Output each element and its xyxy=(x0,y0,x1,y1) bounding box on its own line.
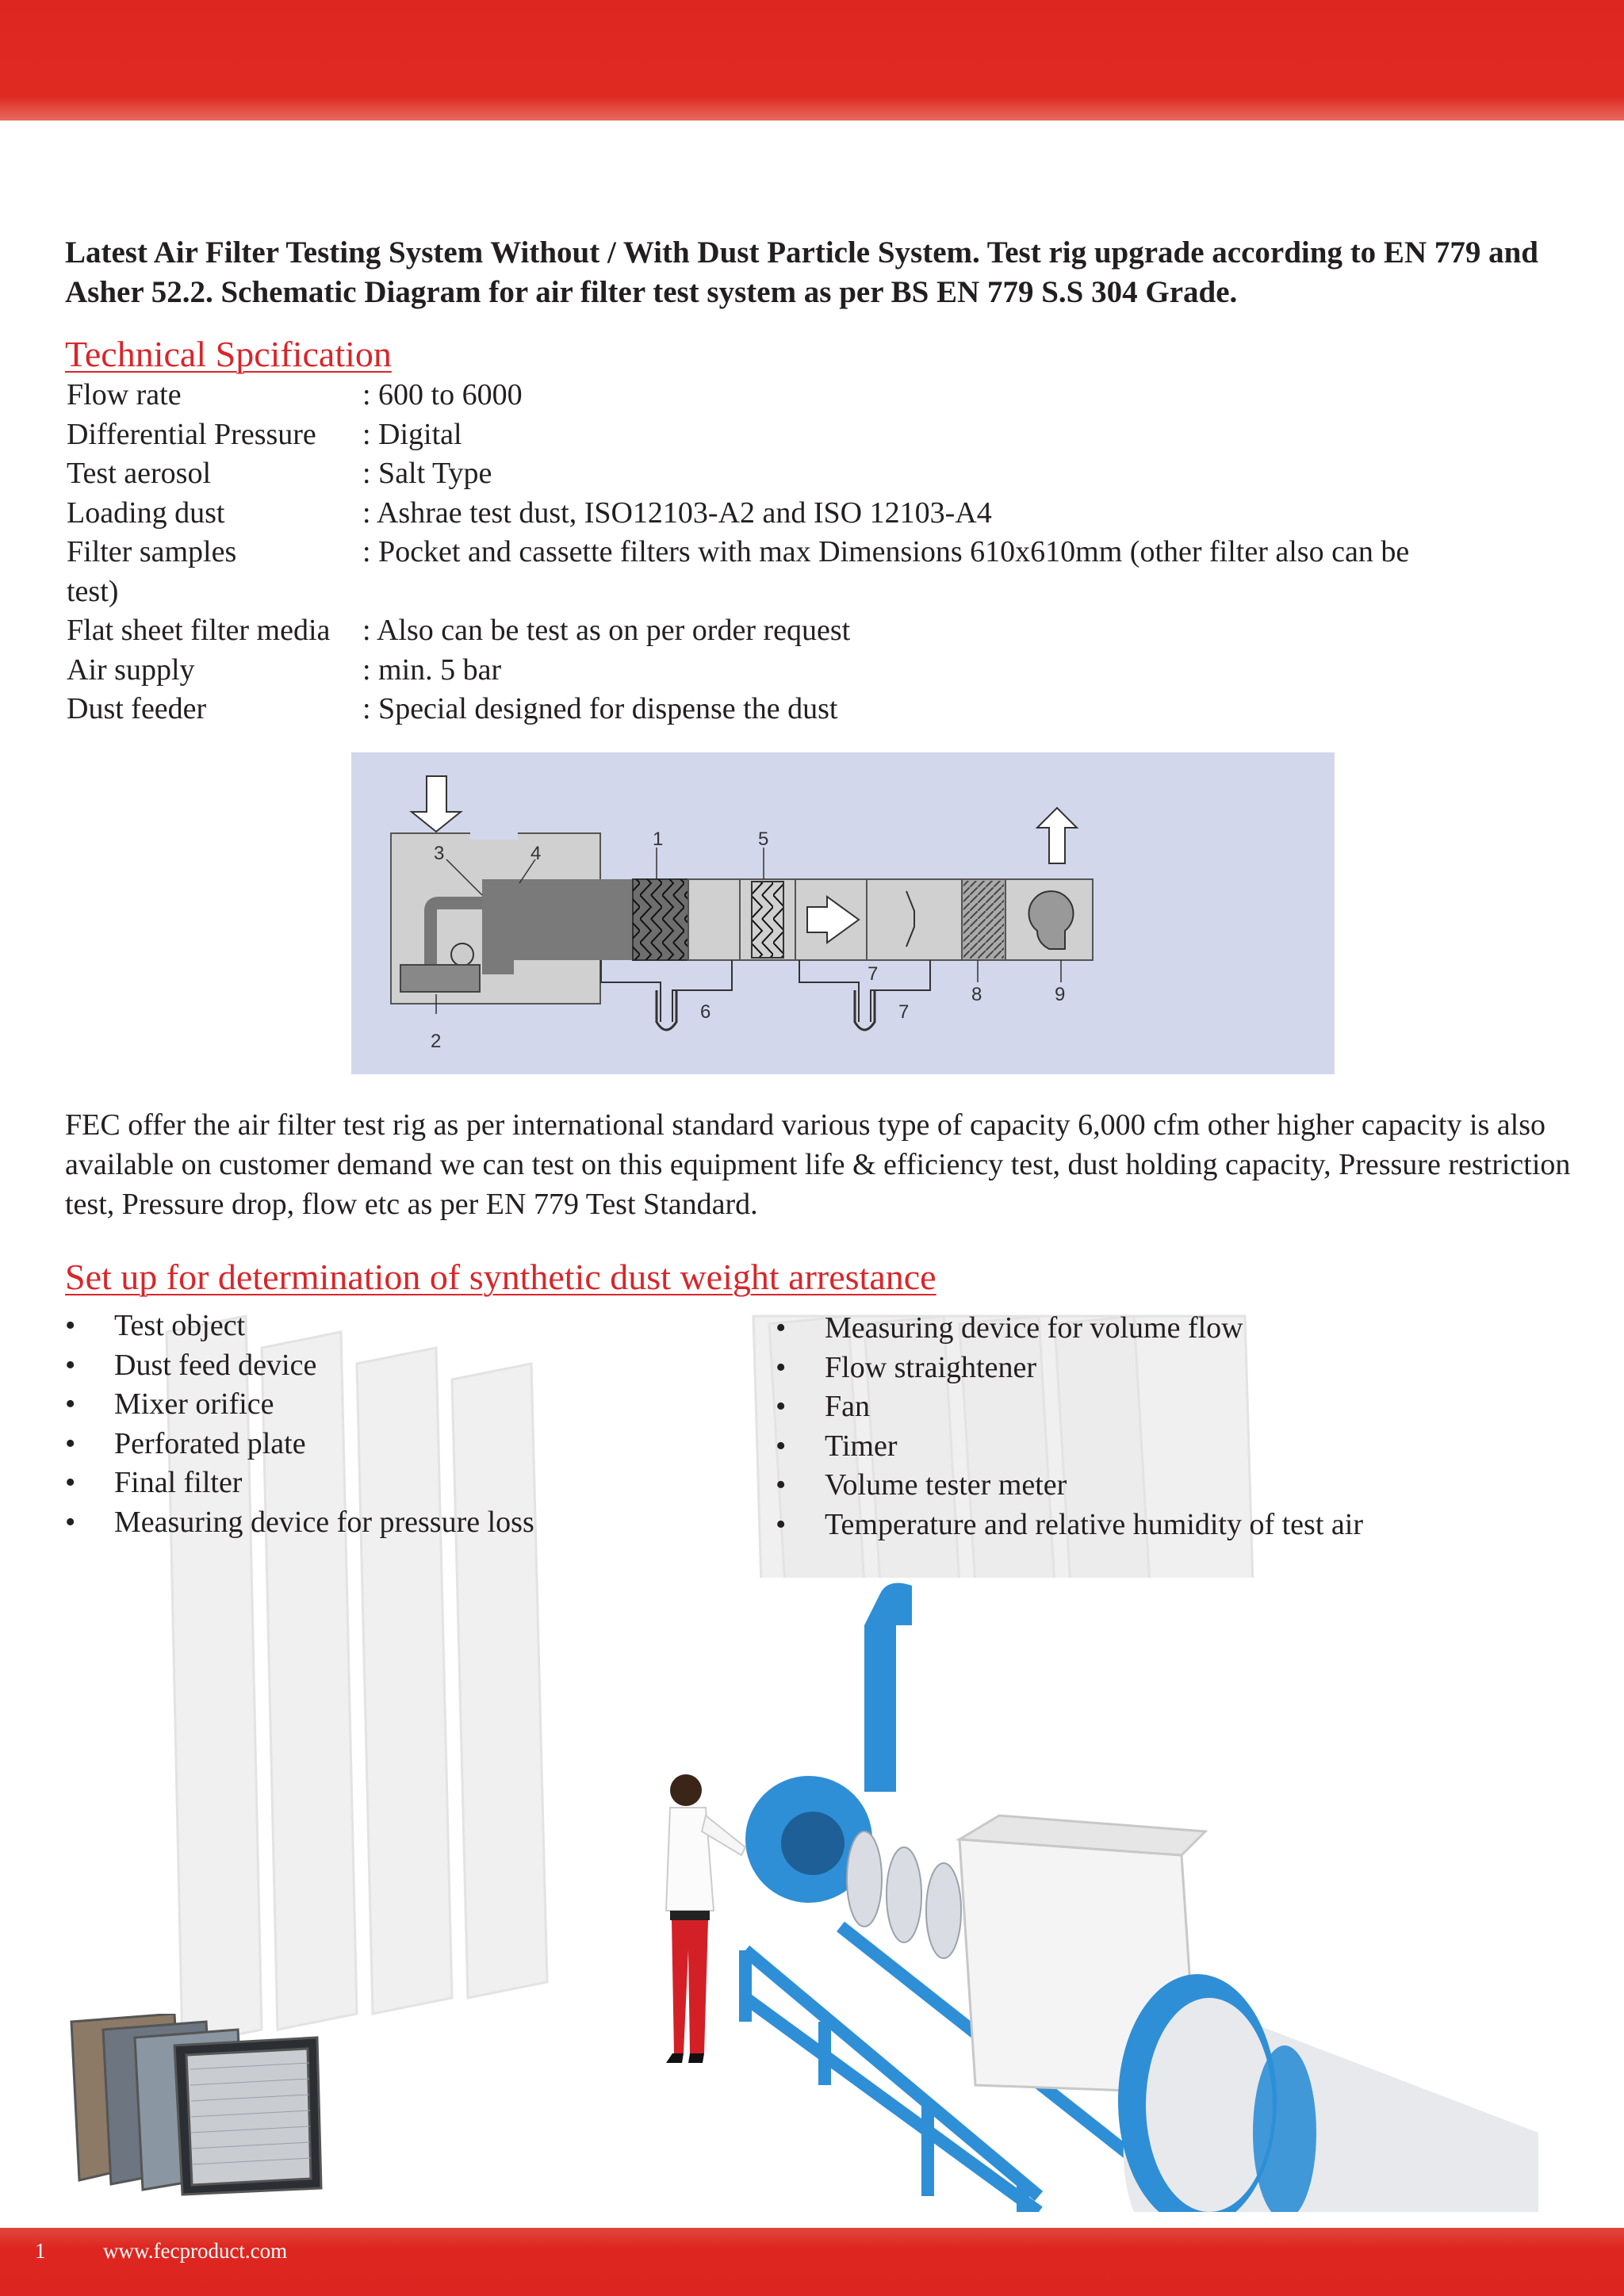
diagram-label-1: 1 xyxy=(653,828,664,850)
list-item xyxy=(65,1503,763,1543)
list-item-text: Test object xyxy=(114,1309,246,1342)
spec-value: : Ashrae test dust, ISO12103-A2 and ISO 12103-A4 xyxy=(362,496,992,530)
bullet: • xyxy=(776,1507,787,1541)
spec-label: Loading dust xyxy=(67,496,225,530)
spec-value-continued: test) xyxy=(67,574,119,608)
list-item xyxy=(65,1385,763,1425)
list-item-text: Volume tester meter xyxy=(825,1468,1067,1502)
list-item xyxy=(65,1346,763,1386)
list-item-text: Fan xyxy=(825,1390,870,1423)
diagram-label-7b: 7 xyxy=(898,1001,910,1023)
list-item-text: Measuring device for pressure loss xyxy=(114,1505,534,1539)
list-item-text: Measuring device for volume flow xyxy=(825,1311,1243,1345)
spec-row-loading-dust xyxy=(67,494,1573,534)
spec-value: : min. 5 bar xyxy=(362,652,502,687)
diagram-label-9: 9 xyxy=(1055,984,1066,1005)
diagram-label-5: 5 xyxy=(758,828,769,850)
diagram-label-6: 6 xyxy=(700,1001,711,1023)
bullet: • xyxy=(65,1387,76,1421)
spec-label: Flow rate xyxy=(67,378,182,411)
diagram-label-4: 4 xyxy=(530,843,542,864)
bullet: • xyxy=(776,1350,787,1384)
list-item xyxy=(776,1349,1568,1388)
page-headline: Latest Air Filter Testing System Without / With Dust Particle System. Test rig upgrade according to EN 779 and Asher 52.2. Schematic Diagram for air filter test system as per BS EN 779 S.S 304 Grade. xyxy=(65,235,1538,309)
list-item xyxy=(65,1307,763,1346)
spec-row-filter-samples xyxy=(67,533,1573,572)
setup-list-left xyxy=(65,1307,763,1542)
list-item xyxy=(776,1506,1568,1545)
list-item xyxy=(776,1466,1568,1506)
list-item xyxy=(776,1427,1568,1467)
spec-table xyxy=(67,376,1573,729)
spec-row-differential-pressure xyxy=(67,415,1573,455)
hepa-filter-image xyxy=(63,2014,333,2196)
spec-label: Differential Pressure xyxy=(67,417,316,451)
bullet: • xyxy=(65,1466,76,1499)
spec-value: : Salt Type xyxy=(362,457,492,490)
spec-row-dust-feeder xyxy=(67,690,1573,729)
setup-title: Set up for determination of synthetic dust weight arrestance xyxy=(65,1257,936,1297)
spec-row-filter-samples-continued xyxy=(67,572,1573,612)
spec-value: : Special designed for dispense the dust xyxy=(362,692,838,725)
bullet: • xyxy=(776,1390,787,1423)
diagram-label-2: 2 xyxy=(431,1031,442,1052)
bullet: • xyxy=(776,1311,787,1345)
header-band xyxy=(0,0,1624,121)
spec-row-flow-rate xyxy=(67,376,1573,415)
list-item xyxy=(776,1387,1568,1427)
description-paragraph: FEC offer the air filter test rig as per international standard various type of capacity 6,000 cfm other higher capacity is also available on customer demand we can test on this equipment life & efficiency test, dust holding capacity, Pressure restriction test, Pressure drop, flow etc as per EN 779 Test Standard. xyxy=(65,1108,1571,1221)
list-item xyxy=(776,1309,1568,1349)
schematic-diagram xyxy=(351,752,1335,1074)
footer-website-link[interactable]: www.fecproduct.com xyxy=(103,2239,288,2263)
list-item xyxy=(65,1464,763,1503)
bullet: • xyxy=(776,1429,787,1463)
list-item-text: Mixer orifice xyxy=(114,1387,274,1421)
diagram-label-3: 3 xyxy=(434,843,445,864)
bullet: • xyxy=(65,1348,76,1382)
bullet: • xyxy=(65,1426,76,1460)
spec-label: Flat sheet filter media xyxy=(67,614,331,647)
technical-specification-title: Technical Spcification xyxy=(65,334,392,374)
spec-value: : Pocket and cassette filters with max Dimensions 610x610mm (other filter also can be xyxy=(362,535,1410,568)
spec-label: Test aerosol xyxy=(67,457,212,490)
page-number: 1 xyxy=(35,2239,46,2263)
diagram-label-7a: 7 xyxy=(868,963,879,985)
spec-row-flat-sheet xyxy=(67,611,1573,651)
bullet: • xyxy=(65,1309,76,1342)
spec-label: Dust feeder xyxy=(67,692,207,725)
spec-value: : Also can be test as on per order request xyxy=(362,614,851,647)
list-item-text: Timer xyxy=(825,1429,898,1463)
list-item-text: Temperature and relative humidity of test air xyxy=(825,1507,1363,1541)
spec-row-test-aerosol xyxy=(67,454,1573,494)
bullet: • xyxy=(776,1468,787,1502)
spec-value: : Digital xyxy=(362,417,462,451)
list-item-text: Dust feed device xyxy=(114,1348,317,1382)
diagram-label-8: 8 xyxy=(971,984,982,1005)
list-item-text: Final filter xyxy=(114,1466,243,1499)
bullet: • xyxy=(65,1505,76,1539)
setup-list-right xyxy=(776,1309,1568,1544)
list-item-text: Flow straightener xyxy=(825,1350,1037,1384)
spec-label: Air supply xyxy=(67,652,195,687)
spec-value: : 600 to 6000 xyxy=(362,378,523,411)
list-item xyxy=(65,1425,763,1464)
test-rig-photo xyxy=(626,1578,1546,2212)
schematic-diagram-svg xyxy=(351,752,1335,1074)
spec-row-air-supply xyxy=(67,651,1573,691)
list-item-text: Perforated plate xyxy=(114,1426,306,1460)
spec-label: Filter samples xyxy=(67,535,237,568)
